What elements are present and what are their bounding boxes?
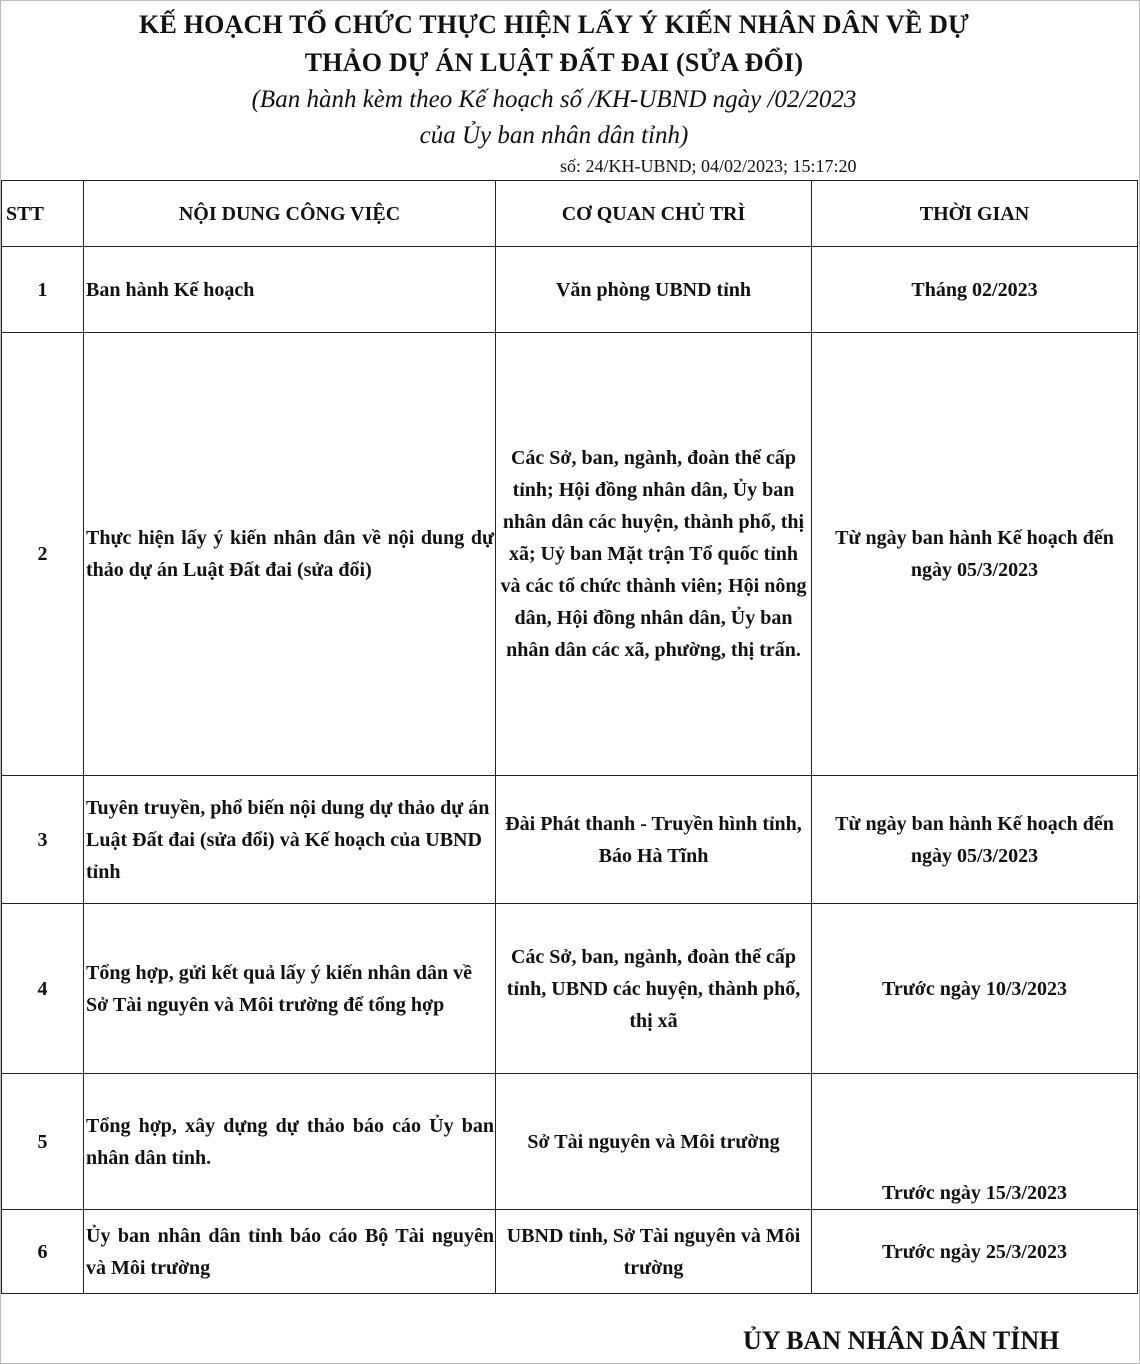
column-header-task: NỘI DUNG CÔNG VIỆC [84, 181, 496, 247]
row-time: Tháng 02/2023 [812, 247, 1138, 333]
document-title-line-2: THẢO DỰ ÁN LUẬT ĐẤT ĐAI (SỬA ĐỔI) [304, 48, 804, 77]
row-time: Trước ngày 25/3/2023 [812, 1210, 1138, 1294]
table-row [2, 1210, 1138, 1294]
row-task: Tuyên truyền, phổ biến nội dung dự thảo dự án Luật Đất đai (sửa đổi) và Kế hoạch của UBND tỉnh [84, 776, 496, 904]
table-row [2, 1074, 1138, 1210]
row-agency: Văn phòng UBND tỉnh [496, 247, 812, 333]
row-task: Tổng hợp, gửi kết quả lấy ý kiến nhân dân về Sở Tài nguyên và Môi trường để tổng hợp [84, 904, 496, 1074]
column-header-time: THỜI GIAN [812, 181, 1138, 247]
plan-table [1, 180, 1138, 1294]
row-task: Thực hiện lấy ý kiến nhân dân về nội dung dự thảo dự án Luật Đất đai (sửa đổi) [84, 333, 496, 776]
row-stt: 2 [2, 333, 84, 776]
row-agency: UBND tỉnh, Sở Tài nguyên và Môi trường [496, 1210, 812, 1294]
signature-organization: ỦY BAN NHÂN DÂN TỈNH [743, 1326, 1060, 1355]
row-agency: Sở Tài nguyên và Môi trường [496, 1074, 812, 1210]
row-stt: 3 [2, 776, 84, 904]
table-row [2, 776, 1138, 904]
table-row [2, 904, 1138, 1074]
document-subtitle-line-2: của Ủy ban nhân dân tỉnh) [419, 122, 689, 149]
row-time: Từ ngày ban hành Kế hoạch đến ngày 05/3/2023 [812, 776, 1138, 904]
row-stt: 5 [2, 1074, 84, 1210]
row-agency: Các Sở, ban, ngành, đoàn thể cấp tỉnh; Hội đồng nhân dân, Ủy ban nhân dân các huyện, thành phố, thị xã; Uỷ ban Mặt trận Tổ quốc tỉnh và các tổ chức thành viên; Hội nông dân, Hội đồng nhân dân, Ủy ban nhân dân các xã, phường, thị trấn. [496, 333, 812, 776]
row-agency: Đài Phát thanh - Truyền hình tỉnh, Báo Hà Tĩnh [496, 776, 812, 904]
row-task: Tổng hợp, xây dựng dự thảo báo cáo Ủy ban nhân dân tỉnh. [84, 1074, 496, 1210]
column-header-agency: CƠ QUAN CHỦ TRÌ [496, 181, 812, 247]
document-title-line-1: KẾ HOẠCH TỔ CHỨC THỰC HIỆN LẤY Ý KIẾN NHÂN DÂN VỀ DỰ [139, 10, 969, 39]
row-time: Trước ngày 10/3/2023 [812, 904, 1138, 1074]
row-time: Từ ngày ban hành Kế hoạch đến ngày 05/3/2023 [812, 333, 1138, 776]
row-task: Ban hành Kế hoạch [84, 247, 496, 333]
table-header-row [2, 181, 1138, 247]
column-header-stt: STT [2, 181, 84, 247]
row-stt: 4 [2, 904, 84, 1074]
table-row [2, 247, 1138, 333]
table-row [2, 333, 1138, 776]
row-task: Ủy ban nhân dân tỉnh báo cáo Bộ Tài nguyên và Môi trường [84, 1210, 496, 1294]
document-subtitle-line-1: (Ban hành kèm theo Kế hoạch số /KH-UBND ngày /02/2023 [251, 86, 857, 113]
document-number-stamp: số: 24/KH-UBND; 04/02/2023; 15:17:20 [560, 156, 857, 176]
row-time: Trước ngày 15/3/2023 [812, 1074, 1138, 1210]
row-stt: 6 [2, 1210, 84, 1294]
row-stt: 1 [2, 247, 84, 333]
row-agency: Các Sở, ban, ngành, đoàn thể cấp tỉnh, UBND các huyện, thành phố, thị xã [496, 904, 812, 1074]
